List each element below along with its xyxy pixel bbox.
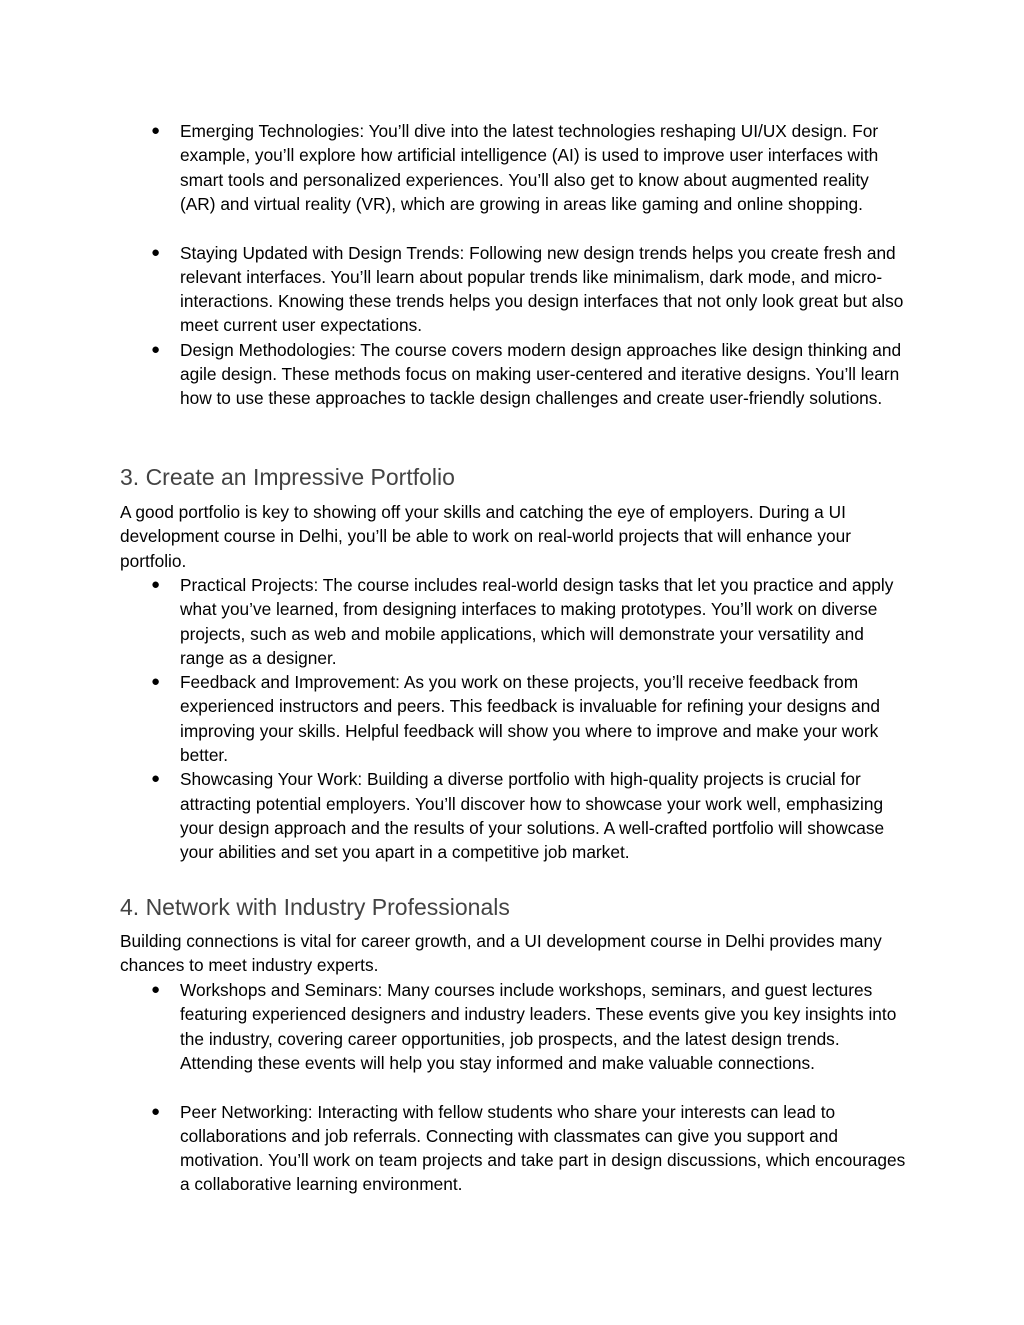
section-heading: 3. Create an Impressive Portfolio bbox=[120, 464, 455, 490]
bullet-icon: ● bbox=[151, 770, 161, 788]
bullet-list-portfolio bbox=[0, 573, 906, 865]
section-intro: A good portfolio is key to showing off your skills and catching the eye of employers. During a UI development course in Delhi, you’ll be able to work on real-world projects that will enhance your portfolio. bbox=[120, 502, 851, 571]
list-item bbox=[0, 119, 906, 241]
bullet-icon: ● bbox=[151, 122, 161, 139]
list-item bbox=[0, 573, 906, 670]
list-item-text: Showcasing Your Work: Building a diverse portfolio with high-quality projects is crucial for attracting potential employers. You’ll discover how to showcase your work well, emphasizing your design approach and the results of your solutions. A well-crafted portfolio will showcase your abilities and set you apart in a competitive job market. bbox=[180, 769, 885, 863]
bullet-icon: ● bbox=[151, 1102, 161, 1120]
bullet-icon: ● bbox=[151, 340, 161, 358]
bullet-icon: ● bbox=[151, 243, 161, 261]
list-item-text: Peer Networking: Interacting with fellow students who share your interests can lead to collaborations and job referrals. Connecting with classmates can give you support and motivation. You’ll work on team projects and take part in design discussions, which encourages a collaborative learning environment. bbox=[180, 1101, 906, 1195]
section-intro: Building connections is vital for career growth, and a UI development course in Delhi provides many chances to meet industry experts. bbox=[120, 931, 882, 976]
list-item bbox=[0, 241, 906, 338]
list-item-text: Design Methodologies: The course covers modern design approaches like design thinking and agile design. These methods focus on making user-centered and iterative designs. You’ll learn how to use these approaches to tackle design challenges and create user-friendly solutions. bbox=[180, 339, 902, 409]
bullet-icon: ● bbox=[151, 981, 161, 998]
list-item-text: Emerging Technologies: You’ll dive into the latest technologies reshaping UI/UX design. For example, you’ll explore how artificial intelligence (AI) is used to improve user interfaces with smart tools and personalized experiences. You’ll also get to know about augmented reality (AR) and virtual reality (VR), which are growing in areas like gaming and online shopping. bbox=[180, 121, 879, 214]
bullet-icon: ● bbox=[151, 673, 161, 691]
bullet-list-networking bbox=[0, 978, 906, 1197]
list-item bbox=[0, 338, 906, 435]
list-item bbox=[0, 978, 906, 1100]
list-item bbox=[0, 670, 906, 767]
bullet-list-top bbox=[0, 119, 906, 435]
bullet-icon: ● bbox=[151, 576, 161, 593]
section-heading: 4. Network with Industry Professionals bbox=[120, 894, 510, 920]
list-item bbox=[0, 767, 906, 864]
list-item-text: Feedback and Improvement: As you work on these projects, you’ll receive feedback from experienced instructors and peers. This feedback is invaluable for refining your designs and improving your skills. Helpful feedback will show you where to improve and make your work better. bbox=[180, 672, 880, 766]
list-item bbox=[0, 1100, 906, 1197]
list-item-text: Workshops and Seminars: Many courses include workshops, seminars, and guest lectures featuring experienced designers and industry leaders. These events give you key insights into the industry, covering career opportunities, job prospects, and the latest design trends. Attending these events will help you stay informed and make valuable connections. bbox=[180, 980, 897, 1073]
list-item-text: Staying Updated with Design Trends: Following new design trends helps you create fresh and relevant interfaces. You’ll learn about popular trends like minimalism, dark mode, and micro-interactions. Knowing these trends helps you design interfaces that not only look great but also meet current user expectations. bbox=[180, 242, 904, 336]
list-item-text: Practical Projects: The course includes real-world design tasks that let you practice and apply what you’ve learned, from designing interfaces to making prototypes. You’ll work on diverse projects, such as web and mobile applications, which will demonstrate your versatility and range as a designer. bbox=[180, 575, 894, 668]
